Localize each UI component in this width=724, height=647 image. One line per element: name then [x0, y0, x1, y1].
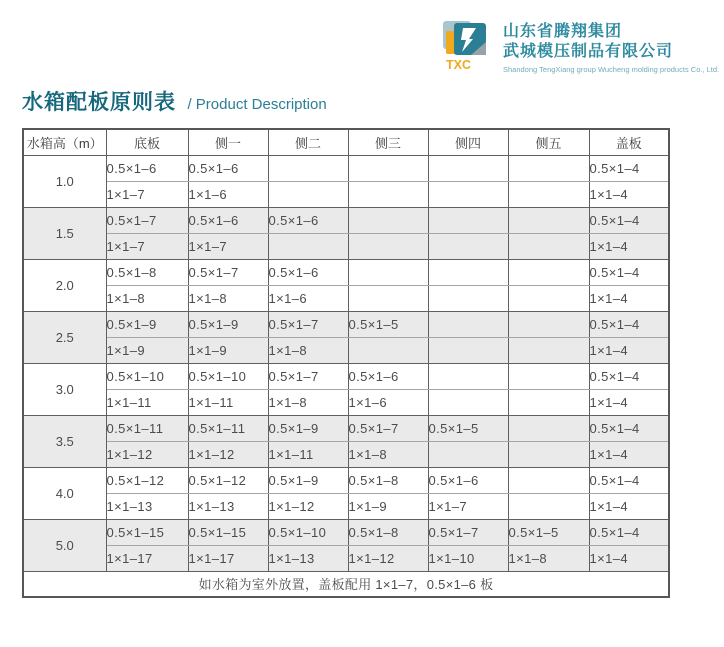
- plate-spec-cell: 0.5×1–4: [589, 467, 669, 493]
- plate-spec-cell: 1×1–4: [589, 441, 669, 467]
- plate-spec-cell: [428, 337, 508, 363]
- outdoor-placement-note: 如水箱为室外放置，盖板配用 1×1–7，0.5×1–6 板: [23, 571, 669, 597]
- column-header-bottom-plate: 底板: [106, 129, 188, 155]
- table-row: [23, 441, 669, 467]
- plate-spec-cell: 0.5×1–4: [589, 155, 669, 181]
- plate-spec-cell: [428, 441, 508, 467]
- column-header-side2: 侧二: [268, 129, 348, 155]
- plate-spec-cell: 1×1–4: [589, 493, 669, 519]
- tank-height-cell: 3.5: [23, 415, 106, 467]
- plate-spec-cell: 1×1–17: [188, 545, 268, 571]
- plate-spec-cell: 0.5×1–7: [268, 311, 348, 337]
- plate-spec-cell: [268, 155, 348, 181]
- plate-spec-cell: [508, 311, 589, 337]
- plate-spec-cell: 0.5×1–11: [188, 415, 268, 441]
- plate-spec-cell: 1×1–11: [106, 389, 188, 415]
- plate-spec-cell: 1×1–7: [106, 233, 188, 259]
- plate-spec-cell: 1×1–6: [348, 389, 428, 415]
- table-body: [23, 155, 669, 571]
- column-header-side1: 侧一: [188, 129, 268, 155]
- plate-spec-cell: [348, 181, 428, 207]
- table-row: [23, 285, 669, 311]
- plate-spec-cell: 0.5×1–6: [348, 363, 428, 389]
- table-row: [23, 233, 669, 259]
- column-header-side5: 侧五: [508, 129, 589, 155]
- plate-spec-cell: [508, 363, 589, 389]
- plate-spec-cell: [428, 389, 508, 415]
- plate-spec-cell: [508, 155, 589, 181]
- plate-spec-cell: 1×1–4: [589, 545, 669, 571]
- plate-spec-cell: [428, 311, 508, 337]
- plate-spec-cell: 0.5×1–5: [508, 519, 589, 545]
- plate-spec-cell: 0.5×1–6: [106, 155, 188, 181]
- plate-spec-cell: 1×1–8: [188, 285, 268, 311]
- plate-spec-cell: 1×1–7: [428, 493, 508, 519]
- plate-spec-cell: 0.5×1–9: [106, 311, 188, 337]
- plate-spec-cell: 1×1–11: [188, 389, 268, 415]
- plate-spec-cell: 1×1–12: [188, 441, 268, 467]
- column-header-cover-plate: 盖板: [589, 129, 669, 155]
- note-row: [23, 571, 669, 597]
- plate-spec-cell: 0.5×1–4: [589, 363, 669, 389]
- plate-spec-cell: 0.5×1–7: [348, 415, 428, 441]
- plate-spec-cell: 0.5×1–8: [106, 259, 188, 285]
- table-row: [23, 545, 669, 571]
- table-row: [23, 363, 669, 389]
- plate-spec-cell: [508, 285, 589, 311]
- plate-spec-cell: 1×1–7: [188, 233, 268, 259]
- plate-spec-cell: 1×1–13: [268, 545, 348, 571]
- plate-spec-cell: 0.5×1–4: [589, 259, 669, 285]
- plate-spec-cell: 1×1–4: [589, 233, 669, 259]
- plate-spec-cell: [428, 259, 508, 285]
- plate-spec-cell: [508, 337, 589, 363]
- column-header-side4: 侧四: [428, 129, 508, 155]
- company-name-cn-line1: 山东省腾翔集团: [503, 23, 623, 40]
- plate-spec-cell: [508, 259, 589, 285]
- page-title: [22, 86, 327, 116]
- table-row: [23, 337, 669, 363]
- plate-spec-cell: [348, 155, 428, 181]
- table-row: [23, 155, 669, 181]
- plate-spec-cell: [508, 389, 589, 415]
- plate-spec-cell: [268, 233, 348, 259]
- plate-spec-cell: 0.5×1–8: [348, 467, 428, 493]
- plate-spec-cell: 1×1–6: [268, 285, 348, 311]
- plate-spec-cell: 0.5×1–4: [589, 519, 669, 545]
- plate-spec-cell: 1×1–4: [589, 389, 669, 415]
- plate-spec-cell: 1×1–8: [106, 285, 188, 311]
- column-header-side3: 侧三: [348, 129, 428, 155]
- plate-spec-cell: 0.5×1–4: [589, 311, 669, 337]
- plate-spec-cell: 0.5×1–15: [188, 519, 268, 545]
- table-row: [23, 415, 669, 441]
- plate-spec-cell: 1×1–9: [188, 337, 268, 363]
- tank-height-cell: 5.0: [23, 519, 106, 571]
- plate-spec-cell: [428, 207, 508, 233]
- plate-spec-cell: 1×1–13: [106, 493, 188, 519]
- plate-spec-cell: 0.5×1–6: [188, 207, 268, 233]
- plate-spec-cell: [348, 285, 428, 311]
- plate-spec-cell: [428, 285, 508, 311]
- plate-spec-cell: [508, 207, 589, 233]
- plate-spec-cell: [348, 337, 428, 363]
- company-name-block: [503, 19, 719, 75]
- plate-spec-cell: 1×1–9: [106, 337, 188, 363]
- plate-spec-cell: [428, 233, 508, 259]
- plate-spec-cell: 0.5×1–10: [188, 363, 268, 389]
- plate-spec-cell: 0.5×1–9: [268, 467, 348, 493]
- plate-spec-cell: [348, 259, 428, 285]
- plate-spec-cell: 1×1–12: [106, 441, 188, 467]
- plate-spec-cell: 0.5×1–4: [589, 415, 669, 441]
- tank-height-cell: 2.5: [23, 311, 106, 363]
- table-row: [23, 389, 669, 415]
- tank-height-cell: 1.0: [23, 155, 106, 207]
- page-title-cn: 水箱配板原则表: [22, 91, 176, 114]
- tank-height-cell: 1.5: [23, 207, 106, 259]
- plate-spec-cell: 0.5×1–10: [106, 363, 188, 389]
- plate-spec-cell: 1×1–7: [106, 181, 188, 207]
- tank-height-cell: 3.0: [23, 363, 106, 415]
- plate-spec-cell: 0.5×1–7: [428, 519, 508, 545]
- page-title-en: / Product Description: [187, 96, 327, 113]
- plate-spec-cell: 0.5×1–10: [268, 519, 348, 545]
- plate-spec-cell: [428, 363, 508, 389]
- txc-logo-icon: [440, 19, 494, 71]
- plate-spec-cell: 0.5×1–7: [268, 363, 348, 389]
- plate-spec-cell: 1×1–11: [268, 441, 348, 467]
- plate-spec-cell: [508, 441, 589, 467]
- plate-spec-cell: [508, 493, 589, 519]
- plate-spec-cell: 1×1–6: [188, 181, 268, 207]
- plate-spec-cell: 1×1–8: [268, 389, 348, 415]
- plate-spec-cell: 0.5×1–12: [106, 467, 188, 493]
- table-row: [23, 311, 669, 337]
- tank-height-cell: 4.0: [23, 467, 106, 519]
- plate-spec-cell: 0.5×1–6: [268, 207, 348, 233]
- plate-spec-cell: [508, 181, 589, 207]
- plate-spec-cell: 1×1–10: [428, 545, 508, 571]
- plate-spec-cell: 0.5×1–4: [589, 207, 669, 233]
- company-name-cn-line2: 武城模压制品有限公司: [503, 43, 674, 60]
- plate-spec-cell: [348, 207, 428, 233]
- plate-spec-cell: 0.5×1–5: [428, 415, 508, 441]
- plate-spec-cell: [508, 233, 589, 259]
- plate-spec-cell: 0.5×1–12: [188, 467, 268, 493]
- plate-spec-cell: 1×1–4: [589, 337, 669, 363]
- plate-spec-cell: 1×1–4: [589, 285, 669, 311]
- tank-height-cell: 2.0: [23, 259, 106, 311]
- plate-spec-cell: 0.5×1–6: [268, 259, 348, 285]
- column-header-tank-height: 水箱高（m）: [23, 129, 106, 155]
- plate-spec-cell: 1×1–13: [188, 493, 268, 519]
- plate-spec-cell: 1×1–9: [348, 493, 428, 519]
- plate-spec-cell: 1×1–8: [348, 441, 428, 467]
- plate-spec-cell: 1×1–8: [508, 545, 589, 571]
- txc-abbr-text: TXC: [446, 58, 471, 71]
- plate-spec-cell: 0.5×1–7: [188, 259, 268, 285]
- plate-spec-cell: 0.5×1–6: [188, 155, 268, 181]
- plate-spec-cell: 1×1–8: [268, 337, 348, 363]
- plate-specification-table: [22, 128, 670, 598]
- table-row: [23, 207, 669, 233]
- plate-spec-cell: 1×1–12: [268, 493, 348, 519]
- table-row: [23, 259, 669, 285]
- plate-spec-cell: 0.5×1–7: [106, 207, 188, 233]
- plate-spec-cell: [348, 233, 428, 259]
- plate-spec-cell: [508, 415, 589, 441]
- plate-spec-cell: [428, 155, 508, 181]
- table-row: [23, 493, 669, 519]
- table-row: [23, 181, 669, 207]
- company-logo: [440, 19, 719, 75]
- plate-spec-cell: [508, 467, 589, 493]
- plate-spec-cell: 0.5×1–8: [348, 519, 428, 545]
- plate-spec-cell: 0.5×1–5: [348, 311, 428, 337]
- plate-spec-cell: 0.5×1–15: [106, 519, 188, 545]
- plate-spec-cell: 0.5×1–11: [106, 415, 188, 441]
- table-row: [23, 519, 669, 545]
- plate-spec-cell: 1×1–17: [106, 545, 188, 571]
- company-name-en: Shandong TengXiang group Wucheng molding products Co., Ltd.: [503, 65, 720, 74]
- plate-spec-cell: 1×1–12: [348, 545, 428, 571]
- plate-spec-cell: 1×1–4: [589, 181, 669, 207]
- table-row: [23, 467, 669, 493]
- plate-spec-cell: [428, 181, 508, 207]
- plate-spec-cell: 0.5×1–6: [428, 467, 508, 493]
- table-header-row: [23, 129, 669, 155]
- plate-spec-cell: 0.5×1–9: [268, 415, 348, 441]
- plate-spec-cell: [268, 181, 348, 207]
- plate-spec-cell: 0.5×1–9: [188, 311, 268, 337]
